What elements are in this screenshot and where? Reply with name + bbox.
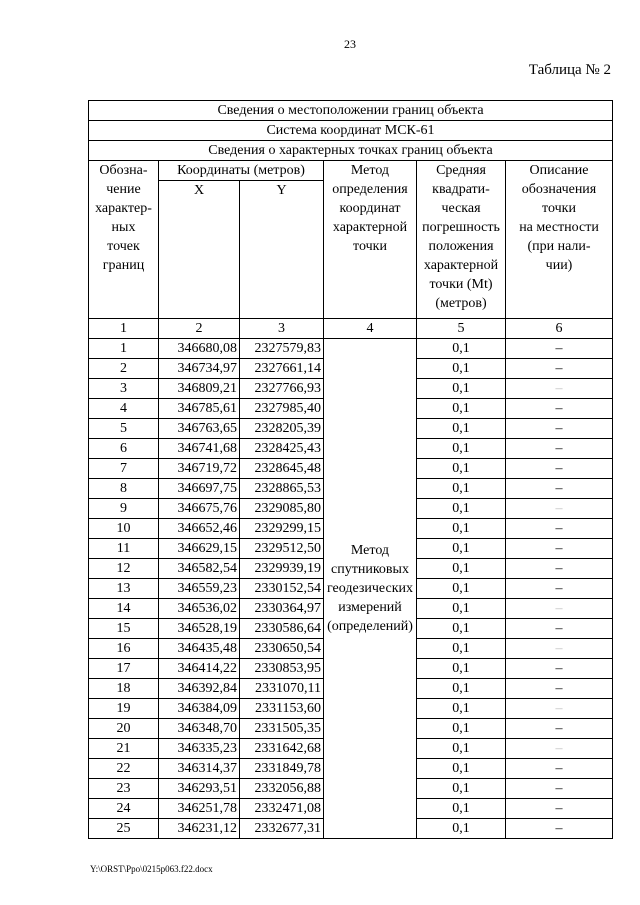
mean-square-error: 0,1 — [417, 399, 506, 419]
point-number: 9 — [89, 499, 159, 519]
coordinate-y: 2327766,93 — [240, 379, 324, 399]
coordinate-y: 2332056,88 — [240, 779, 324, 799]
mean-square-error: 0,1 — [417, 539, 506, 559]
point-number: 8 — [89, 479, 159, 499]
coordinate-x: 346763,65 — [159, 419, 240, 439]
point-description: – — [506, 559, 613, 579]
point-number: 20 — [89, 719, 159, 739]
coordinate-x: 346231,12 — [159, 819, 240, 839]
point-number: 16 — [89, 639, 159, 659]
mean-square-error: 0,1 — [417, 739, 506, 759]
table-caption: Таблица № 2 — [528, 62, 611, 78]
coordinate-x: 346384,09 — [159, 699, 240, 719]
coordinate-x: 346293,51 — [159, 779, 240, 799]
coordinate-x: 346559,23 — [159, 579, 240, 599]
point-number: 21 — [89, 739, 159, 759]
coordinate-x: 346251,78 — [159, 799, 240, 819]
header-x: X — [159, 181, 240, 319]
point-description: – — [506, 579, 613, 599]
coordinate-x: 346734,97 — [159, 359, 240, 379]
point-description: – — [506, 799, 613, 819]
mean-square-error: 0,1 — [417, 779, 506, 799]
point-number: 13 — [89, 579, 159, 599]
point-description: – — [506, 679, 613, 699]
coordinates-table — [88, 100, 613, 839]
mean-square-error: 0,1 — [417, 499, 506, 519]
point-number: 1 — [89, 339, 159, 359]
point-description: – — [506, 359, 613, 379]
mean-square-error: 0,1 — [417, 799, 506, 819]
coordinate-x: 346314,37 — [159, 759, 240, 779]
coordinate-x: 346435,48 — [159, 639, 240, 659]
coordinate-x: 346697,75 — [159, 479, 240, 499]
coordinate-y: 2327661,14 — [240, 359, 324, 379]
coordinate-y: 2328425,43 — [240, 439, 324, 459]
point-description: – — [506, 399, 613, 419]
point-description: – — [506, 499, 613, 519]
coordinate-y: 2332471,08 — [240, 799, 324, 819]
point-description: – — [506, 439, 613, 459]
mean-square-error: 0,1 — [417, 699, 506, 719]
point-description: – — [506, 639, 613, 659]
mean-square-error: 0,1 — [417, 379, 506, 399]
coordinate-y: 2330853,95 — [240, 659, 324, 679]
table-row — [89, 339, 613, 359]
table-title-coordinate-system: Система координат МСК-61 — [89, 121, 613, 141]
coordinate-y: 2330152,54 — [240, 579, 324, 599]
header-designation: Обозна- чение характер- ных точек границ — [89, 161, 159, 319]
mean-square-error: 0,1 — [417, 479, 506, 499]
coordinate-y: 2331153,60 — [240, 699, 324, 719]
mean-square-error: 0,1 — [417, 619, 506, 639]
point-description: – — [506, 659, 613, 679]
coordinate-y: 2327985,40 — [240, 399, 324, 419]
point-number: 19 — [89, 699, 159, 719]
column-number: 4 — [324, 319, 417, 339]
mean-square-error: 0,1 — [417, 559, 506, 579]
table-title-boundaries: Сведения о местоположении границ объекта — [89, 101, 613, 121]
header-method: Метод определения координат характерной точки — [324, 161, 417, 319]
point-description: – — [506, 519, 613, 539]
point-number: 23 — [89, 779, 159, 799]
point-description: – — [506, 779, 613, 799]
coordinate-x: 346536,02 — [159, 599, 240, 619]
coordinate-y: 2329939,19 — [240, 559, 324, 579]
coordinate-x: 346809,21 — [159, 379, 240, 399]
coordinate-x: 346528,19 — [159, 619, 240, 639]
point-number: 7 — [89, 459, 159, 479]
point-number: 22 — [89, 759, 159, 779]
coordinate-x: 346392,84 — [159, 679, 240, 699]
coordinate-y: 2330650,54 — [240, 639, 324, 659]
coordinate-y: 2330364,97 — [240, 599, 324, 619]
column-number: 1 — [89, 319, 159, 339]
column-numbers-row — [89, 319, 613, 339]
coordinate-x: 346680,08 — [159, 339, 240, 359]
coordinate-y: 2332677,31 — [240, 819, 324, 839]
point-number: 24 — [89, 799, 159, 819]
mean-square-error: 0,1 — [417, 339, 506, 359]
mean-square-error: 0,1 — [417, 679, 506, 699]
coordinate-x: 346719,72 — [159, 459, 240, 479]
coordinate-y: 2329299,15 — [240, 519, 324, 539]
page-number: 23 — [344, 37, 356, 51]
coordinate-x: 346629,15 — [159, 539, 240, 559]
mean-square-error: 0,1 — [417, 439, 506, 459]
coordinate-y: 2328205,39 — [240, 419, 324, 439]
mean-square-error: 0,1 — [417, 579, 506, 599]
point-number: 3 — [89, 379, 159, 399]
column-number: 6 — [506, 319, 613, 339]
point-description: – — [506, 759, 613, 779]
coordinate-x: 346414,22 — [159, 659, 240, 679]
point-number: 11 — [89, 539, 159, 559]
point-description: – — [506, 619, 613, 639]
point-description: – — [506, 479, 613, 499]
coordinate-y: 2331642,68 — [240, 739, 324, 759]
mean-square-error: 0,1 — [417, 599, 506, 619]
coordinate-y: 2328865,53 — [240, 479, 324, 499]
coordinate-y: 2329512,50 — [240, 539, 324, 559]
mean-square-error: 0,1 — [417, 719, 506, 739]
point-number: 10 — [89, 519, 159, 539]
column-number: 5 — [417, 319, 506, 339]
point-description: – — [506, 419, 613, 439]
coordinate-y: 2327579,83 — [240, 339, 324, 359]
coordinate-y: 2328645,48 — [240, 459, 324, 479]
coordinate-y: 2331070,11 — [240, 679, 324, 699]
coordinate-x: 346652,46 — [159, 519, 240, 539]
header-description: Описание обозначения точки на местности (при нали- чии) — [506, 161, 613, 319]
header-coordinates: Координаты (метров) — [159, 161, 324, 181]
table-title-points: Сведения о характерных точках границ объекта — [89, 141, 613, 161]
point-number: 4 — [89, 399, 159, 419]
point-number: 15 — [89, 619, 159, 639]
coordinate-x: 346348,70 — [159, 719, 240, 739]
point-description: – — [506, 699, 613, 719]
point-description: – — [506, 719, 613, 739]
point-description: – — [506, 599, 613, 619]
mean-square-error: 0,1 — [417, 759, 506, 779]
mean-square-error: 0,1 — [417, 459, 506, 479]
column-number: 2 — [159, 319, 240, 339]
header-mean-square-error: Средняя квадрати- ческая погрешность положения характерной точки (Mt) (метров) — [417, 161, 506, 319]
point-number: 12 — [89, 559, 159, 579]
point-description: – — [506, 379, 613, 399]
point-description: – — [506, 739, 613, 759]
coordinate-x: 346335,23 — [159, 739, 240, 759]
coordinate-y: 2331849,78 — [240, 759, 324, 779]
point-description: – — [506, 339, 613, 359]
point-number: 2 — [89, 359, 159, 379]
point-number: 14 — [89, 599, 159, 619]
mean-square-error: 0,1 — [417, 639, 506, 659]
point-number: 17 — [89, 659, 159, 679]
coordinate-x: 346675,76 — [159, 499, 240, 519]
coordinate-x: 346582,54 — [159, 559, 240, 579]
coordinate-x: 346741,68 — [159, 439, 240, 459]
coordinate-y: 2329085,80 — [240, 499, 324, 519]
point-number: 5 — [89, 419, 159, 439]
point-description: – — [506, 539, 613, 559]
coordinate-x: 346785,61 — [159, 399, 240, 419]
column-number: 3 — [240, 319, 324, 339]
method-description: Метод спутниковых геодезических измерений (определений) — [324, 339, 417, 839]
coordinate-y: 2330586,64 — [240, 619, 324, 639]
mean-square-error: 0,1 — [417, 659, 506, 679]
coordinate-y: 2331505,35 — [240, 719, 324, 739]
file-path: Y:\ORST\Ppo\0215p063.f22.docx — [90, 864, 213, 874]
mean-square-error: 0,1 — [417, 359, 506, 379]
mean-square-error: 0,1 — [417, 419, 506, 439]
point-number: 25 — [89, 819, 159, 839]
header-y: Y — [240, 181, 324, 319]
point-number: 18 — [89, 679, 159, 699]
mean-square-error: 0,1 — [417, 519, 506, 539]
point-number: 6 — [89, 439, 159, 459]
mean-square-error: 0,1 — [417, 819, 506, 839]
point-description: – — [506, 459, 613, 479]
point-description: – — [506, 819, 613, 839]
